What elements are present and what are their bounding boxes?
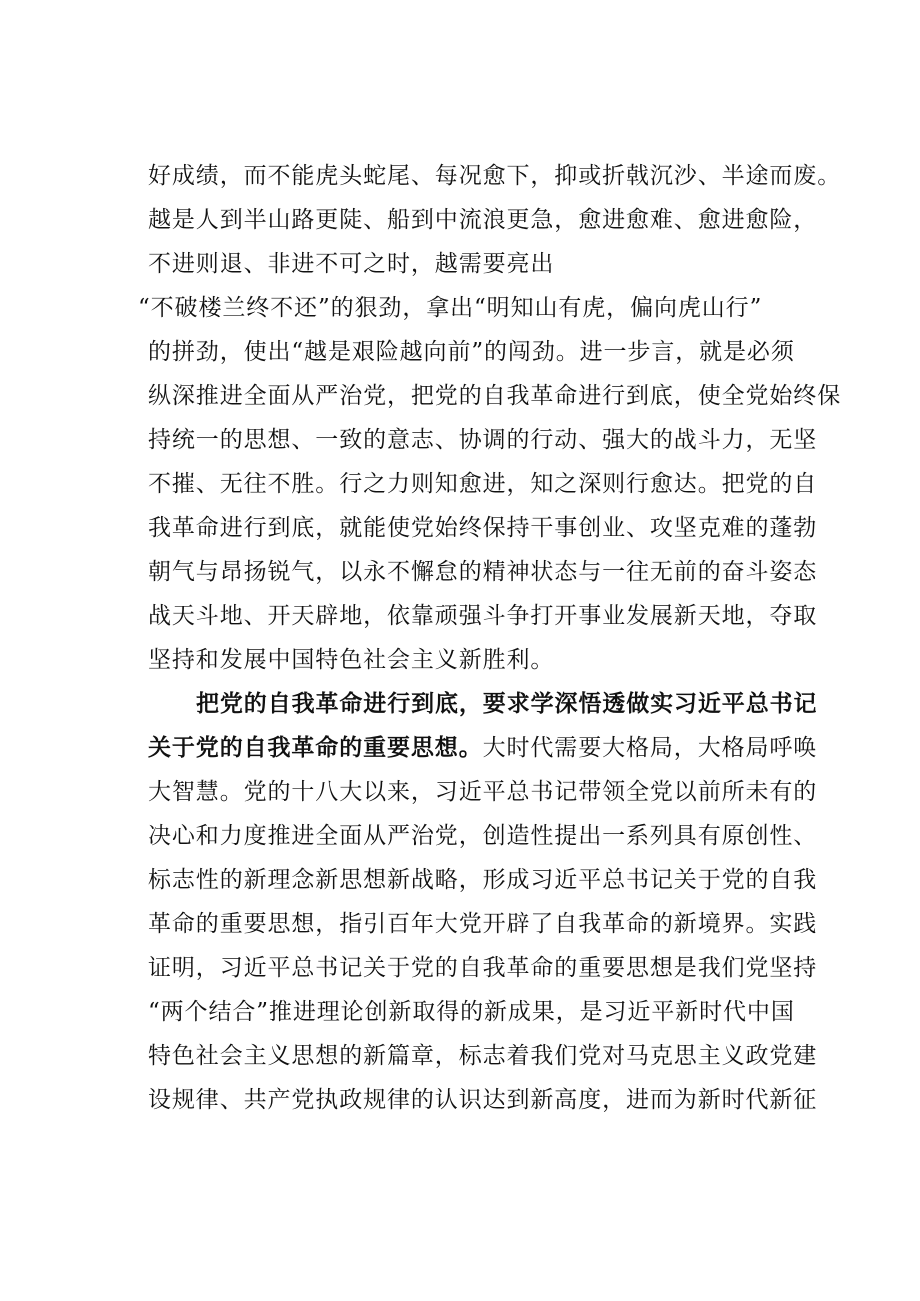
paragraph-heading-tail: 关于党的自我革命的重要思想。 (148, 734, 483, 761)
text-line: 的拼劲，使出“越是艰险越向前”的闯劲。进一步言，就是必须 (148, 339, 795, 365)
text-line: 持统一的思想、一致的意志、协调的行动、强大的战斗力，无坚 (148, 427, 818, 453)
text-line: 越是人到半山路更陡、船到中流浪更急，愈进愈难、愈进愈险， (148, 207, 818, 233)
text-line: “两个结合”推进理论创新取得的新成果，是习近平新时代中国 (148, 999, 795, 1025)
text-line: 纵深推进全面从严治党，把党的自我革命进行到底，使全党始终保 (148, 383, 842, 409)
text-line: 不摧、无往不胜。行之力则知愈进，知之深则行愈达。把党的自 (148, 471, 818, 497)
text-line: 坚持和发展中国特色社会主义新胜利。 (148, 647, 555, 673)
text-line: 朝气与昂扬锐气，以永不懈怠的精神状态与一往无前的奋斗姿态 (148, 559, 818, 585)
text-line: 决心和力度推进全面从严治党，创造性提出一系列具有原创性、 (148, 823, 818, 849)
text-line: 大智慧。党的十八大以来，习近平总书记带领全党以前所未有的 (148, 779, 818, 805)
text-line: 好成绩，而不能虎头蛇尾、每况愈下，抑或折戟沉沙、半途而废。 (148, 163, 842, 189)
text-span: 大时代需要大格局，大格局呼唤 (482, 735, 818, 761)
text-line: 证明，习近平总书记关于党的自我革命的重要思想是我们党坚持 (148, 955, 818, 981)
text-line: 战天斗地、开天辟地，依靠顽强斗争打开事业发展新天地，夺取 (148, 603, 818, 629)
text-line: 我革命进行到底，就能使党始终保持干事创业、攻坚克难的蓬勃 (148, 515, 818, 541)
text-line: 不进则退、非进不可之时，越需要亮出 (148, 251, 555, 277)
text-line: 特色社会主义思想的新篇章，标志着我们党对马克思主义政党建 (148, 1043, 818, 1069)
text-line: 设规律、共产党执政规律的认识达到新高度，进而为新时代新征 (148, 1087, 818, 1113)
text-line: 标志性的新理念新思想新战略，形成习近平总书记关于党的自我 (148, 867, 818, 893)
paragraph-heading-line: 把党的自我革命进行到底，要求学深悟透做实习近平总书记 (196, 690, 818, 717)
text-line (148, 732, 817, 764)
text-line: 革命的重要思想，指引百年大党开辟了自我革命的新境界。实践 (148, 911, 818, 937)
text-line: “不破楼兰终不还”的狠劲，拿出“明知山有虎，偏向虎山行” (138, 295, 763, 321)
